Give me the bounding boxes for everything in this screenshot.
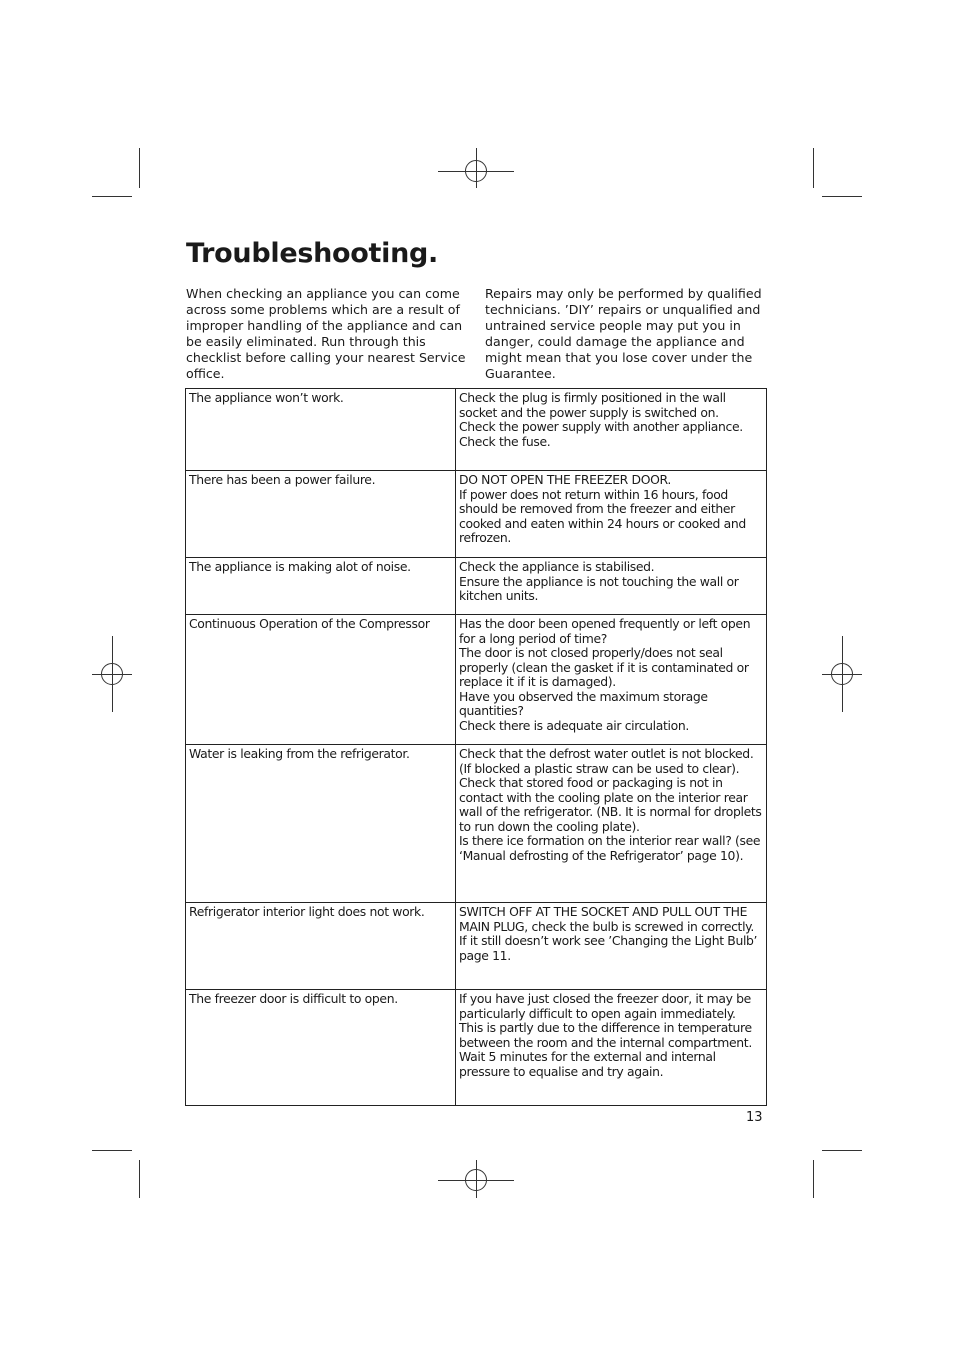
table-row <box>186 615 767 745</box>
problem-cell: The appliance won’t work. <box>186 389 456 471</box>
solution-line: SWITCH OFF AT THE SOCKET AND PULL OUT THE MAIN PLUG, check the bulb is screwed in correctly. <box>459 904 754 934</box>
intro-paragraph-left: When checking an appliance you can come across some problems which are a result of improper handling of the appliance and can be easily eliminated. Run through this checklist before calling your nearest Service office. <box>186 286 466 381</box>
solution-line: Check the plug is firmly positioned in the wall socket and the power supply is switched on. <box>459 390 726 420</box>
solution-line: The door is not closed properly/does not seal properly (clean the gasket if it is contaminated or replace it if it is damaged). <box>459 645 749 689</box>
table-row <box>186 745 767 903</box>
problem-cell: Water is leaking from the refrigerator. <box>186 745 456 903</box>
solution-line: If you have just closed the freezer door, it may be particularly difficult to open again immediately. This is partly due to the difference in temperature between the room and the internal compartment. Wait 5 minutes for the external and internal pressure to equalise and try again. <box>459 991 752 1079</box>
problem-cell: Refrigerator interior light does not work. <box>186 903 456 990</box>
solution-line: Check the fuse. <box>459 433 551 449</box>
solution-line: Is there ice formation on the interior rear wall? (see ‘Manual defrosting of the Refrigerator’ page 10). <box>459 833 761 863</box>
table-row <box>186 990 767 1106</box>
solution-line: Ensure the appliance is not touching the wall or kitchen units. <box>459 573 739 603</box>
problem-cell: The appliance is making alot of noise. <box>186 558 456 615</box>
solution-cell <box>456 558 767 615</box>
solution-line: DO NOT OPEN THE FREEZER DOOR. <box>459 472 671 487</box>
page-title: Troubleshooting. <box>186 238 438 269</box>
problem-cell: Continuous Operation of the Compressor <box>186 615 456 745</box>
solution-line: Check that the defrost water outlet is not blocked. (If blocked a plastic straw can be used to clear). <box>459 746 754 776</box>
table-row <box>186 903 767 990</box>
solution-line: Have you observed the maximum storage quantities? <box>459 688 708 718</box>
problem-cell: There has been a power failure. <box>186 471 456 558</box>
problem-cell: The freezer door is difficult to open. <box>186 990 456 1106</box>
intro-paragraph-right: Repairs may only be performed by qualified technicians. ’DIY’ repairs or unqualified and untrained service people may put you in danger, could damage the appliance and might mean that you lose cover under the Guarantee. <box>485 286 762 381</box>
solution-cell <box>456 990 767 1106</box>
solution-cell <box>456 903 767 990</box>
solution-line: Check the power supply with another appliance. <box>459 419 743 434</box>
solution-line: Check there is adequate air circulation. <box>459 717 689 733</box>
solution-line: Has the door been opened frequently or left open for a long period of time? <box>459 616 751 646</box>
solution-line: Check the appliance is stabilised. <box>459 559 655 574</box>
solution-line: If it still doesn’t work see ’Changing the Light Bulb’ page 11. <box>459 933 758 963</box>
table-row <box>186 389 767 471</box>
solution-cell <box>456 389 767 471</box>
solution-cell <box>456 745 767 903</box>
solution-line: Check that stored food or packaging is not in contact with the cooling plate on the interior rear wall of the refrigerator. (NB. It is normal for droplets to run down the cooling plate). <box>459 775 762 834</box>
solution-cell <box>456 615 767 745</box>
page-number: 13 <box>746 1110 763 1125</box>
table-row <box>186 558 767 615</box>
table-row <box>186 471 767 558</box>
solution-line: If power does not return within 16 hours, food should be removed from the freezer and either cooked and eaten within 24 hours or cooked and refrozen. <box>459 486 746 545</box>
troubleshooting-table <box>185 388 767 1106</box>
solution-cell <box>456 471 767 558</box>
